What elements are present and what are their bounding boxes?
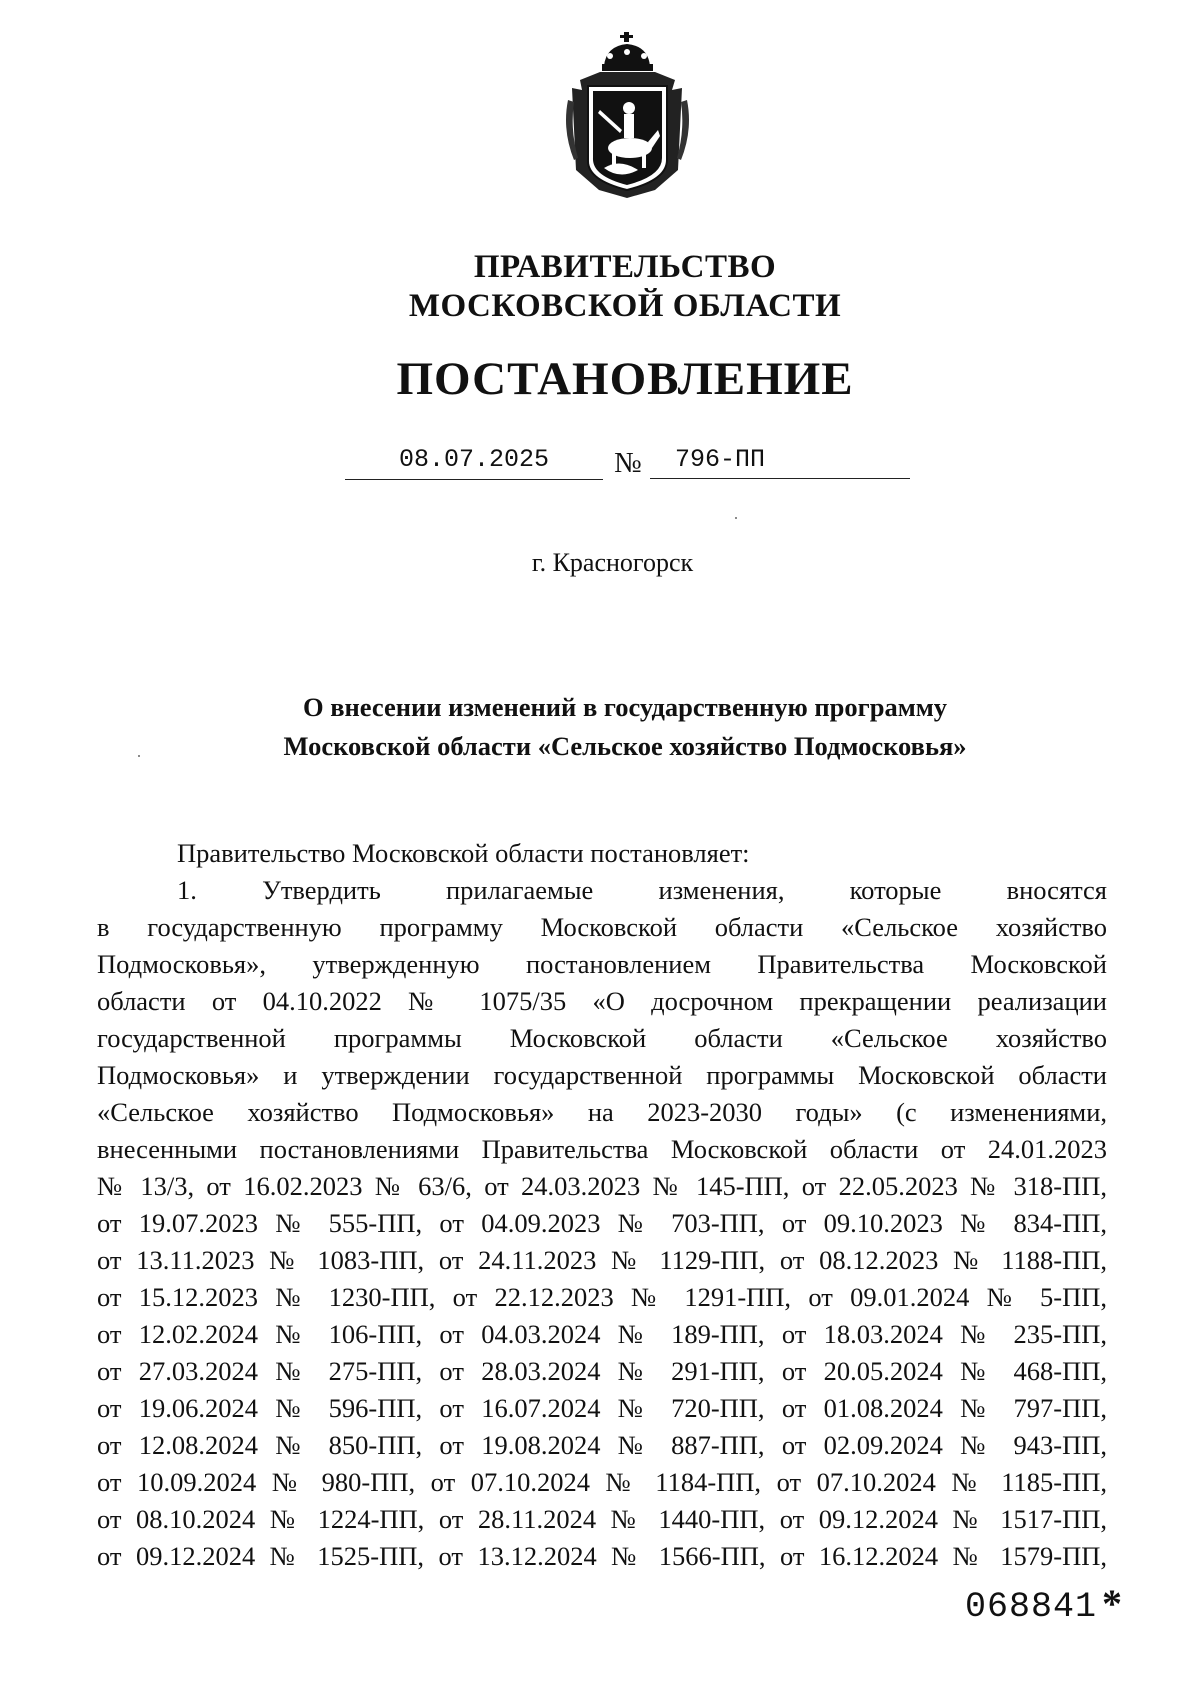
body-line: от 13.11.2023 № 1083-ПП, от 24.11.2023 № 1129-ПП, от 08.12.2023 № 1188-ПП, — [97, 1245, 1107, 1275]
body-line: 1. Утвердить прилагаемые изменения, которые вносятся — [177, 875, 1107, 905]
body-line: от 19.07.2023 № 555-ПП, от 04.09.2023 № 703-ПП, от 09.10.2023 № 834-ПП, — [97, 1208, 1107, 1238]
body-line: от 12.02.2024 № 106-ПП, от 04.03.2024 № 189-ПП, от 18.03.2024 № 235-ПП, — [97, 1319, 1107, 1349]
body-line: в государственную программу Московской области «Сельское хозяйство — [97, 912, 1107, 942]
body-line: от 10.09.2024 № 980-ПП, от 07.10.2024 № 1184-ПП, от 07.10.2024 № 1185-ПП, — [97, 1467, 1107, 1497]
subject-line-1: О внесении изменений в государственную программу — [302, 692, 948, 722]
body-line: № 13/3, от 16.02.2023 № 63/6, от 24.03.2023 № 145-ПП, от 22.05.2023 № 318-ПП, — [97, 1171, 1107, 1201]
serial-mark: * — [1102, 1581, 1122, 1626]
body-line: от 12.08.2024 № 850-ПП, от 19.08.2024 № 887-ПП, от 02.09.2024 № 943-ПП, — [97, 1430, 1107, 1460]
document-date: 08.07.2025 — [345, 445, 603, 480]
document-number: 796-ПП — [650, 445, 910, 479]
form-serial-number: 068841 — [965, 1587, 1098, 1627]
body-line: внесенными постановлениями Правительства Московской области от 24.01.2023 — [97, 1134, 1107, 1164]
scan-speck — [735, 517, 737, 519]
body-line: Подмосковья», утвержденную постановлением Правительства Московской — [97, 949, 1107, 979]
body-line: от 27.03.2024 № 275-ПП, от 28.03.2024 № 291-ПП, от 20.05.2024 № 468-ПП, — [97, 1356, 1107, 1386]
body-line: области от 04.10.2022 № 1075/35 «О досрочном прекращении реализации — [97, 986, 1107, 1016]
coat-of-arms-icon — [560, 30, 695, 202]
body-line: от 15.12.2023 № 1230-ПП, от 22.12.2023 № 1291-ПП, от 09.01.2024 № 5-ПП, — [97, 1282, 1107, 1312]
scan-speck — [138, 755, 140, 757]
subject-line-2: Московской области «Сельское хозяйство Подмосковья» — [283, 731, 967, 761]
body-line: от 08.10.2024 № 1224-ПП, от 28.11.2024 № 1440-ПП, от 09.12.2024 № 1517-ПП, — [97, 1504, 1107, 1534]
body-line: от 19.06.2024 № 596-ПП, от 16.07.2024 № 720-ПП, от 01.08.2024 № 797-ПП, — [97, 1393, 1107, 1423]
body-line: от 09.12.2024 № 1525-ПП, от 13.12.2024 № 1566-ПП, от 16.12.2024 № 1579-ПП, — [97, 1541, 1107, 1571]
city-name: г. Красногорск — [531, 548, 694, 577]
document-body — [97, 835, 1107, 1575]
body-line: Подмосковья» и утверждении государственной программы Московской области — [97, 1060, 1107, 1090]
date-number-row — [0, 445, 1200, 485]
body-line: государственной программы Московской области «Сельское хозяйство — [97, 1023, 1107, 1053]
government-name-line1: ПРАВИТЕЛЬСТВО — [473, 249, 777, 285]
body-line: «Сельское хозяйство Подмосковья» на 2023-2030 годы» (с изменениями, — [97, 1097, 1107, 1127]
government-name-line2: МОСКОВСКОЙ ОБЛАСТИ — [408, 288, 842, 324]
body-line: Правительство Московской области постановляет: — [177, 838, 750, 868]
document-type-title: ПОСТАНОВЛЕНИЕ — [396, 353, 854, 405]
number-sign: № — [614, 447, 642, 479]
